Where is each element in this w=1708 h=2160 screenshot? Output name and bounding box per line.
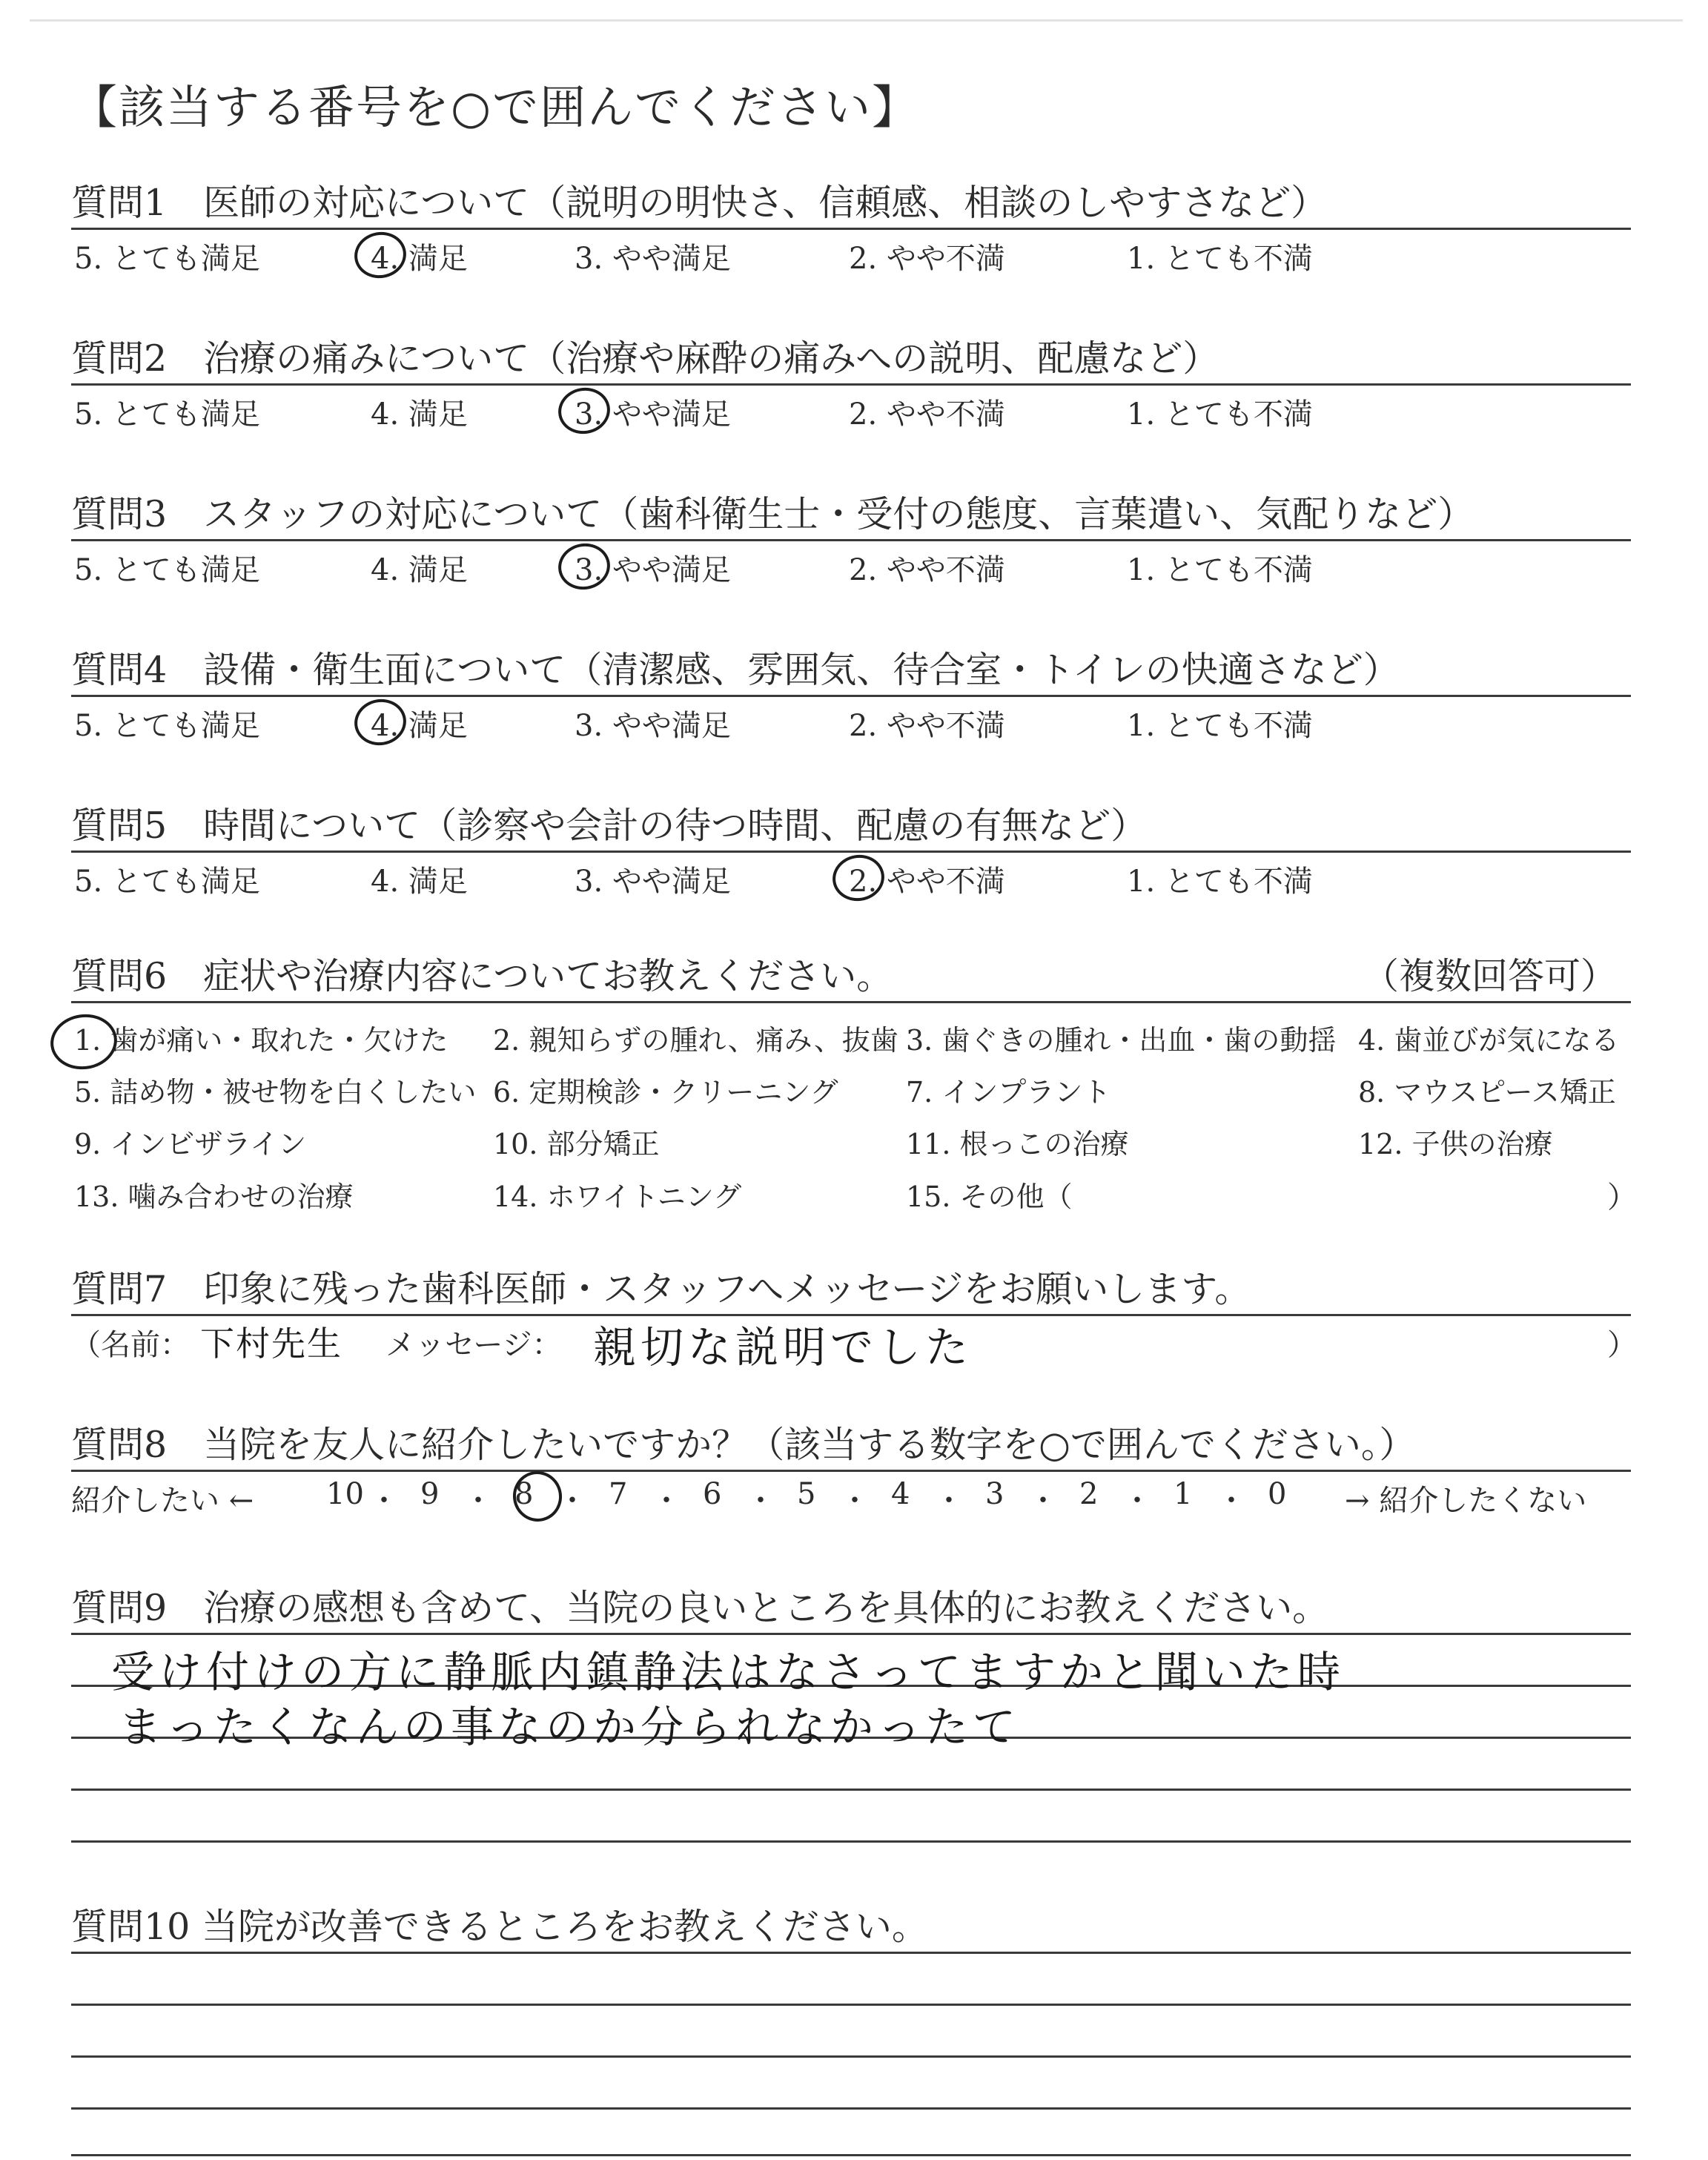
q8-score-1[interactable]: 1 (1174, 1477, 1193, 1511)
q8-right-label: → 紹介したくない (1345, 1484, 1587, 1518)
q6-option-8[interactable]: 8. マウスピース矯正 (1358, 1076, 1616, 1109)
q6-option-12[interactable]: 12. 子供の治療 (1358, 1128, 1553, 1160)
q8-separator: ・ (557, 1484, 587, 1518)
q4-rule (71, 695, 1631, 697)
q8-separator: ・ (1028, 1484, 1058, 1518)
q1-option-3[interactable]: 3. やや満足 (575, 242, 731, 276)
q7-name-label: （名前： (71, 1328, 190, 1362)
q6-option-3[interactable]: 3. 歯ぐきの腫れ・出血・歯の動揺 (906, 1024, 1337, 1057)
q7-close-paren: ） (1607, 1328, 1637, 1362)
q3-option-3[interactable]: 3. やや満足 (575, 553, 731, 587)
q6-multiple-note: （複数回答可） (1363, 955, 1618, 997)
q6-option-7[interactable]: 7. インプラント (906, 1076, 1111, 1109)
q10-title: 質問10 当院が改善できるところをお教えください。 (71, 1906, 928, 1948)
q10-answer-line-3 (71, 2107, 1631, 2110)
q1-option-4[interactable]: 4. 満足 (371, 242, 468, 276)
q6-rule (71, 1001, 1631, 1003)
q9-rule (71, 1633, 1631, 1635)
q1-option-5[interactable]: 5. とても満足 (74, 242, 260, 276)
q5-option-4[interactable]: 4. 満足 (371, 865, 468, 899)
q8-score-0[interactable]: 0 (1268, 1477, 1287, 1511)
q3-option-1[interactable]: 1. とても不満 (1127, 553, 1313, 587)
q8-score-3[interactable]: 3 (985, 1477, 1004, 1511)
q1-option-1[interactable]: 1. とても不満 (1127, 242, 1313, 276)
q10-answer-line-2 (71, 2055, 1631, 2058)
q5-option-5[interactable]: 5. とても満足 (74, 865, 260, 899)
q4-option-3[interactable]: 3. やや満足 (575, 709, 731, 743)
q10-answer-line-1 (71, 2004, 1631, 2006)
q6-option-1[interactable]: 1. 歯が痛い・取れた・欠けた (74, 1024, 448, 1057)
q8-separator: ・ (463, 1484, 493, 1518)
q2-option-2[interactable]: 2. やや不満 (849, 397, 1005, 432)
q2-title: 質問2 治療の痛みについて（治療や麻酔の痛みへの説明、配慮など） (71, 337, 1219, 380)
q5-title: 質問5 時間について（診察や会計の待つ時間、配慮の有無など） (71, 805, 1148, 847)
q8-title: 質問8 当院を友人に紹介したいですか？（該当する数字を○で囲んでください。） (71, 1424, 1416, 1466)
q8-score-10[interactable]: 10 (326, 1477, 364, 1511)
q9-answer-handwritten-2: まったくなんの事なのか分られなかったて (119, 1702, 1021, 1752)
q6-option-6[interactable]: 6. 定期検診・クリーニング (493, 1076, 838, 1109)
q2-option-5[interactable]: 5. とても満足 (74, 397, 260, 432)
q8-separator: ・ (652, 1484, 681, 1518)
q9-answer-line-4 (71, 1840, 1631, 1843)
q6-title: 質問6 症状や治療内容についてお教えください。 (71, 955, 893, 997)
q6-option-10[interactable]: 10. 部分矯正 (493, 1128, 660, 1160)
q6-option-5[interactable]: 5. 詰め物・被せ物を白くしたい (74, 1076, 477, 1109)
q1-option-2[interactable]: 2. やや不満 (849, 242, 1005, 276)
q8-separator: ・ (840, 1484, 870, 1518)
q8-score-9[interactable]: 9 (420, 1477, 440, 1511)
q10-rule (71, 1952, 1631, 1954)
q6-option-9[interactable]: 9. インビザライン (74, 1128, 307, 1160)
q4-option-1[interactable]: 1. とても不満 (1127, 709, 1313, 743)
q2-option-1[interactable]: 1. とても不満 (1127, 397, 1313, 432)
q5-option-2[interactable]: 2. やや不満 (849, 865, 1005, 899)
q8-left-label: 紹介したい ← (71, 1484, 254, 1518)
q9-answer-line-3 (71, 1789, 1631, 1791)
q6-option-11[interactable]: 11. 根っこの治療 (906, 1128, 1129, 1160)
scan-edge-line (30, 19, 1683, 22)
q9-title: 質問9 治療の感想も含めて、当院の良いところを具体的にお教えください。 (71, 1587, 1329, 1629)
q6-option-2[interactable]: 2. 親知らずの腫れ、痛み、抜歯 (493, 1024, 898, 1057)
q8-rule (71, 1470, 1631, 1472)
q8-score-6[interactable]: 6 (703, 1477, 722, 1511)
q6-option-4[interactable]: 4. 歯並びが気になる (1358, 1024, 1620, 1057)
q8-separator: ・ (1122, 1484, 1152, 1518)
q7-message-handwritten: 親切な説明でした (593, 1322, 973, 1373)
q3-option-5[interactable]: 5. とても満足 (74, 553, 260, 587)
q2-rule (71, 383, 1631, 386)
q10-answer-line-4 (71, 2154, 1631, 2156)
q8-score-2[interactable]: 2 (1079, 1477, 1099, 1511)
q7-message-label: メッセージ： (385, 1328, 562, 1362)
q7-name-handwritten: 下村先生 (200, 1324, 342, 1364)
form-title: 【該当する番号を○で囲んでください】 (71, 80, 920, 134)
q2-option-4[interactable]: 4. 満足 (371, 397, 468, 432)
q1-title: 質問1 医師の対応について（説明の明快さ、信頼感、相談のしやすさなど） (71, 182, 1328, 224)
q3-title: 質問3 スタッフの対応について（歯科衛生士・受付の態度、言葉遣い、気配りなど） (71, 493, 1474, 535)
q8-separator: ・ (746, 1484, 775, 1518)
q8-score-5[interactable]: 5 (797, 1477, 816, 1511)
q4-title: 質問4 設備・衛生面について（清潔感、雰囲気、待合室・トイレの快適さなど） (71, 649, 1400, 691)
q3-rule (71, 539, 1631, 541)
q6-option-15[interactable]: 15. その他（ (906, 1180, 1073, 1213)
q1-rule (71, 228, 1631, 230)
q8-score-4[interactable]: 4 (891, 1477, 910, 1511)
q4-option-5[interactable]: 5. とても満足 (74, 709, 260, 743)
q6-other-close-paren: ） (1607, 1180, 1637, 1215)
q4-option-2[interactable]: 2. やや不満 (849, 709, 1005, 743)
q5-rule (71, 851, 1631, 853)
q8-separator: ・ (1217, 1484, 1246, 1518)
q7-title: 質問7 印象に残った歯科医師・スタッフへメッセージをお願いします。 (71, 1268, 1251, 1310)
q8-score-7[interactable]: 7 (609, 1477, 628, 1511)
q5-option-3[interactable]: 3. やや満足 (575, 865, 731, 899)
q8-score-8[interactable]: 8 (514, 1477, 534, 1511)
q8-separator: ・ (934, 1484, 964, 1518)
q9-answer-handwritten-1: 受け付けの方に静脈内鎮静法はなさってますかと聞いた時 (111, 1647, 1345, 1697)
q8-separator: ・ (369, 1484, 399, 1518)
q6-option-13[interactable]: 13. 噛み合わせの治療 (74, 1180, 354, 1213)
q2-option-3[interactable]: 3. やや満足 (575, 397, 731, 432)
q4-option-4[interactable]: 4. 満足 (371, 709, 468, 743)
q3-option-4[interactable]: 4. 満足 (371, 553, 468, 587)
q6-option-14[interactable]: 14. ホワイトニング (493, 1180, 742, 1213)
q5-option-1[interactable]: 1. とても不満 (1127, 865, 1313, 899)
q3-option-2[interactable]: 2. やや不満 (849, 553, 1005, 587)
